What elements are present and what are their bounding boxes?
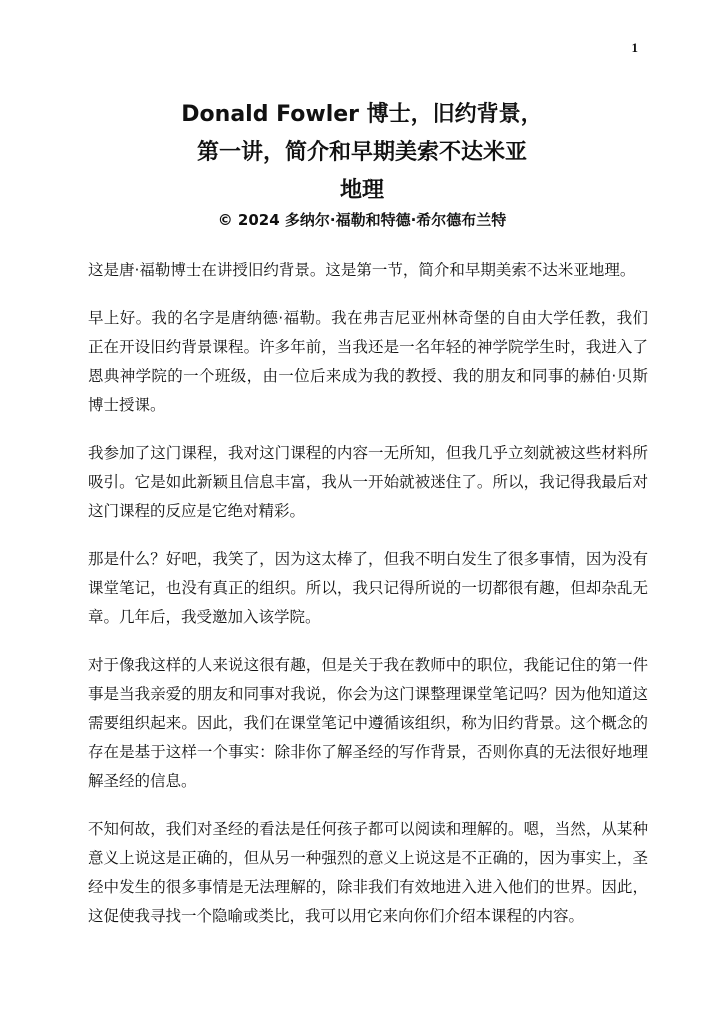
paragraph: 早上好。我的名字是唐纳德·福勒。我在弗吉尼亚州林奇堡的自由大学任教，我们正在开设旧约背景课程。许多年前，当我还是一名年轻的神学院学生时，我进入了恩典神学院的一个班级，由一位后来成为我的教授、我的朋友和同事的赫伯·贝斯博士授课。 (88, 309, 648, 414)
paragraph: 我参加了这门课程，我对这门课程的内容一无所知，但我几乎立刻就被这些材料所吸引。它是如此新颖且信息丰富，我从一开始就被迷住了。所以，我记得我最后对这门课程的反应是它绝对精彩。 (88, 444, 648, 520)
paragraph: 不知何故，我们对圣经的看法是任何孩子都可以阅读和理解的。嗯，当然，从某种意义上说这是正确的，但从另一种强烈的意义上说这是不正确的，因为事实上，圣经中发生的很多事情是无法理解的，除非我们有效地进入进入他们的世界。因此，这促使我寻找一个隐喻或类比，我可以用它来向你们介绍本课程的内容。 (88, 820, 648, 925)
title-block (0, 96, 724, 232)
document-title-line-2: 第一讲，简介和早期美索不达米亚 (196, 140, 527, 165)
paragraph: 这是唐·福勒博士在讲授旧约背景。这是第一节，简介和早期美索不达米亚地理。 (88, 261, 636, 279)
body-text (88, 256, 648, 950)
paragraph: 对于像我这样的人来说这很有趣，但是关于我在教师中的职位，我能记住的第一件事是当我亲爱的朋友和同事对我说，你会为这门课整理课堂笔记吗？因为他知道这需要组织起来。因此，我们在课堂笔记中遵循该组织，称为旧约背景。这个概念的存在是基于这样一个事实：除非你了解圣经的写作背景，否则你真的无法很好地理解圣经的信息。 (88, 656, 648, 790)
page-number: 1 (631, 40, 638, 55)
paragraph: 那是什么？好吧，我笑了，因为这太棒了，但我不明白发生了很多事情，因为没有课堂笔记，也没有真正的组织。所以，我只记得所说的一切都很有趣，但却杂乱无章。几年后，我受邀加入该学院。 (88, 550, 648, 626)
document-title-line-3: 地理 (339, 178, 384, 203)
copyright-line: © 2024 多纳尔·福勒和特德·希尔德布兰特 (217, 211, 507, 229)
document-title-line-1: Donald Fowler 博士，旧约背景， (181, 102, 543, 127)
